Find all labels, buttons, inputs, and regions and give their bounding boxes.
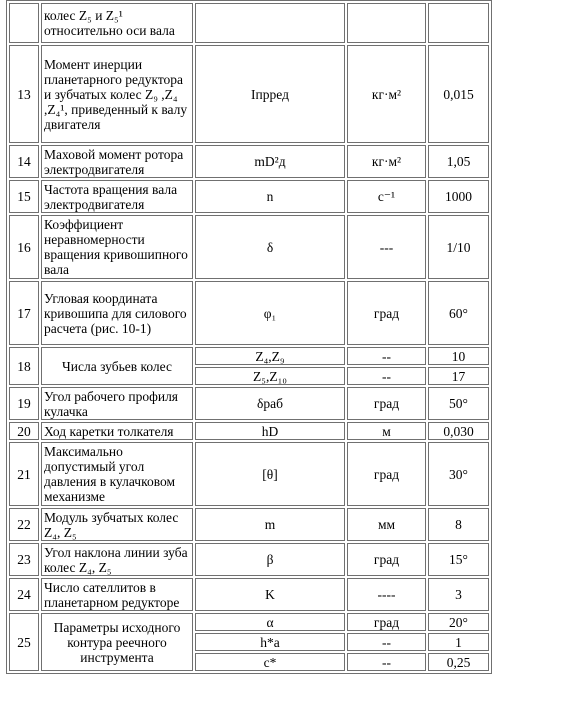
- parameter-name: Угловая координата кривошипа для силового расчета (рис. 10-1): [41, 281, 193, 345]
- parameter-value: 1000: [428, 180, 489, 213]
- parameter-name: колес Z₅ и Z₅¹ относительно оси вала: [41, 3, 193, 43]
- parameter-value: 1: [428, 633, 489, 651]
- parameters-table: [6, 0, 492, 674]
- parameter-value: 1,05: [428, 145, 489, 178]
- parameter-name: Число сателлитов в планетарном редукторе: [41, 578, 193, 611]
- parameter-name: Коэффициент неравномерности вращения кривошипного вала: [41, 215, 193, 279]
- parameter-value: 0,015: [428, 45, 489, 143]
- parameter-value: 17: [428, 367, 489, 385]
- parameter-value: 10: [428, 347, 489, 365]
- parameter-name: Ход каретки толкателя: [41, 422, 193, 440]
- parameter-unit: --: [347, 653, 426, 671]
- row-number: 19: [9, 387, 39, 420]
- parameter-name: Модуль зубчатых колес Z₄, Z₅: [41, 508, 193, 541]
- row-number: 21: [9, 442, 39, 506]
- parameter-symbol: K: [195, 578, 345, 611]
- parameter-unit: кг·м²: [347, 145, 426, 178]
- parameter-unit: --: [347, 347, 426, 365]
- parameter-name: Числа зубьев колес: [41, 347, 193, 385]
- parameter-unit: град: [347, 387, 426, 420]
- parameter-symbol: m: [195, 508, 345, 541]
- table-row: [9, 180, 489, 213]
- row-number: 13: [9, 45, 39, 143]
- parameter-name: Максимально допустимый угол давления в кулачковом механизме: [41, 442, 193, 506]
- parameter-name: Угол рабочего профиля кулачка: [41, 387, 193, 420]
- parameter-unit: --: [347, 633, 426, 651]
- parameter-name: Момент инерции планетарного редуктора и зубчатых колес Z₉ ,Z₄ ,Z₄¹, приведенный к валу двигателя: [41, 45, 193, 143]
- parameter-unit: ----: [347, 578, 426, 611]
- parameter-symbol: Z₄,Z₉: [195, 347, 345, 365]
- table-row: [9, 145, 489, 178]
- row-number: 16: [9, 215, 39, 279]
- parameter-value: 50°: [428, 387, 489, 420]
- parameter-symbol: α: [195, 613, 345, 631]
- parameter-symbol: Iпрред: [195, 45, 345, 143]
- parameter-symbol: φ₁: [195, 281, 345, 345]
- row-number: 15: [9, 180, 39, 213]
- parameter-unit: мм: [347, 508, 426, 541]
- table-row: [9, 347, 489, 365]
- row-number: 24: [9, 578, 39, 611]
- row-number: 14: [9, 145, 39, 178]
- parameter-unit: --: [347, 367, 426, 385]
- parameter-unit: с⁻¹: [347, 180, 426, 213]
- table-row: [9, 3, 489, 43]
- parameter-symbol: [θ]: [195, 442, 345, 506]
- parameter-value: 0,25: [428, 653, 489, 671]
- parameter-unit: град: [347, 442, 426, 506]
- parameter-value: 30°: [428, 442, 489, 506]
- parameter-value: 0,030: [428, 422, 489, 440]
- table-row: [9, 215, 489, 279]
- parameter-name: Маховой момент ротора электродвигателя: [41, 145, 193, 178]
- parameter-name: Угол наклона линии зуба колес Z₄, Z₅: [41, 543, 193, 576]
- table-row: [9, 613, 489, 631]
- parameter-symbol: δ: [195, 215, 345, 279]
- table-row: [9, 543, 489, 576]
- parameter-unit: град: [347, 543, 426, 576]
- table-row: [9, 387, 489, 420]
- row-number: 20: [9, 422, 39, 440]
- parameter-symbol: mD²д: [195, 145, 345, 178]
- parameter-symbol: β: [195, 543, 345, 576]
- parameter-unit: ---: [347, 215, 426, 279]
- parameter-symbol: δраб: [195, 387, 345, 420]
- table-row: [9, 442, 489, 506]
- parameter-symbol: [195, 3, 345, 43]
- parameter-value: 60°: [428, 281, 489, 345]
- parameter-symbol: n: [195, 180, 345, 213]
- row-number: 25: [9, 613, 39, 671]
- parameter-value: [428, 3, 489, 43]
- parameter-unit: град: [347, 281, 426, 345]
- table-row: [9, 45, 489, 143]
- row-number: 17: [9, 281, 39, 345]
- parameter-symbol: hD: [195, 422, 345, 440]
- table-row: [9, 578, 489, 611]
- row-number: 22: [9, 508, 39, 541]
- parameter-value: 1/10: [428, 215, 489, 279]
- parameter-value: 15°: [428, 543, 489, 576]
- parameter-symbol: h*a: [195, 633, 345, 651]
- table-row: [9, 281, 489, 345]
- table-row: [9, 422, 489, 440]
- row-number: 23: [9, 543, 39, 576]
- parameter-value: 20°: [428, 613, 489, 631]
- parameter-name: Частота вращения вала электродвигателя: [41, 180, 193, 213]
- row-number: [9, 3, 39, 43]
- parameter-symbol: c*: [195, 653, 345, 671]
- parameter-symbol: Z₅,Z₁₀: [195, 367, 345, 385]
- parameter-unit: м: [347, 422, 426, 440]
- table-row: [9, 508, 489, 541]
- parameter-unit: кг·м²: [347, 45, 426, 143]
- row-number: 18: [9, 347, 39, 385]
- parameter-value: 8: [428, 508, 489, 541]
- parameter-name: Параметры исходного контура реечного инструмента: [41, 613, 193, 671]
- parameter-unit: град: [347, 613, 426, 631]
- parameter-value: 3: [428, 578, 489, 611]
- parameter-unit: [347, 3, 426, 43]
